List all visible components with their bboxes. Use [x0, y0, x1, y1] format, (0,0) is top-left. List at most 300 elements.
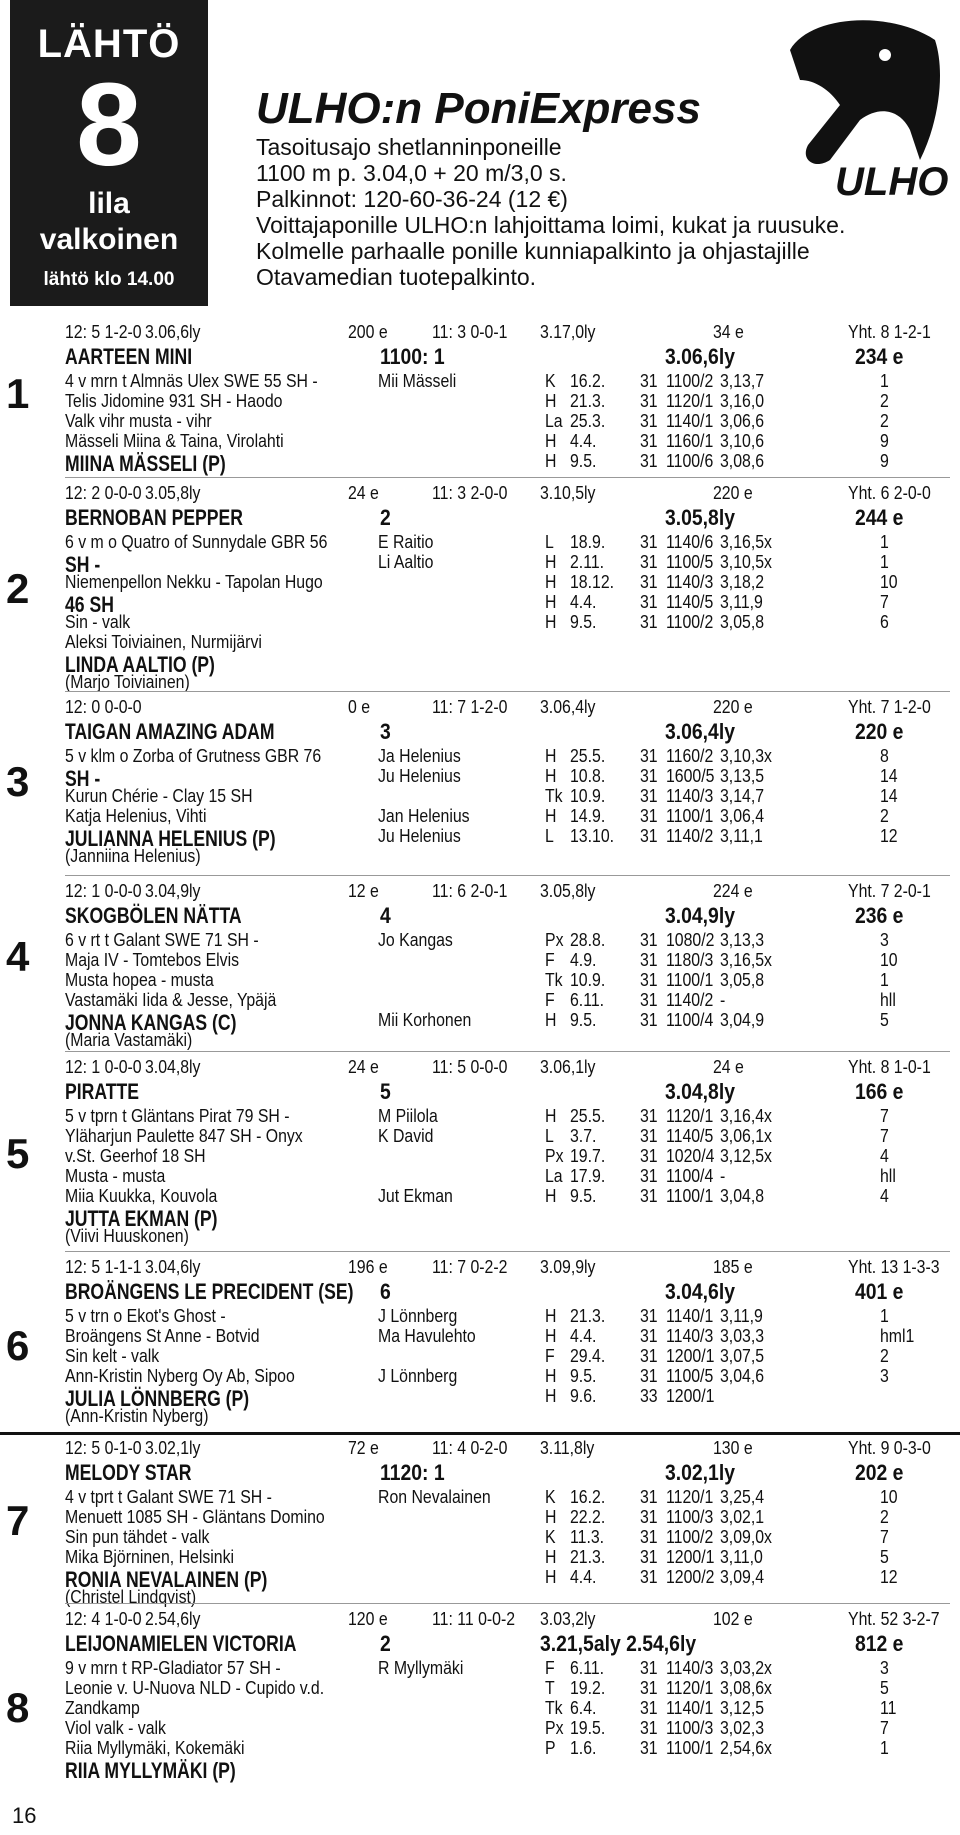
- stats-12-record: 3.04,9ly: [145, 881, 201, 901]
- stats-total: Yht. 8 1-2-1: [848, 322, 931, 342]
- stats-11: 11: 3 2-0-0: [432, 483, 508, 503]
- race-track: Px: [545, 1146, 564, 1166]
- driver: Mii Mässeli: [378, 371, 457, 391]
- horse-number: 6: [6, 1322, 30, 1369]
- race-year: 31: [640, 612, 658, 632]
- stats-12-record: 3.06,6ly: [145, 322, 201, 342]
- race-track: H: [545, 572, 557, 592]
- record-time: 3.04,8ly: [665, 1079, 735, 1104]
- info-line: v.St. Geerhof 18 SH: [65, 1146, 206, 1166]
- race-time: 3,16,4x: [720, 1106, 772, 1126]
- info-line: Sin - valk: [65, 612, 131, 632]
- info-line: Riia Myllymäki, Kokemäki: [65, 1738, 245, 1758]
- info-line: Sin pun tähdet - valk: [65, 1527, 210, 1547]
- race-distance: 1140/3: [666, 1658, 714, 1678]
- race-placing: 1: [880, 970, 889, 990]
- race-distance: 1140/1: [666, 1698, 714, 1718]
- race-time: 3,10,6: [720, 431, 765, 451]
- race-date: 14.9.: [570, 806, 606, 826]
- race-placing: 1: [880, 532, 889, 552]
- info-line: SH -: [65, 552, 101, 577]
- race-track: H: [545, 431, 557, 451]
- info-line: Kolmelle parhaalle ponille kunniapalkinto ja ohjastajille: [256, 238, 810, 264]
- driver: Ron Nevalainen: [378, 1487, 491, 1507]
- race-time: 3,13,5: [720, 766, 765, 786]
- race-year: 31: [640, 1306, 658, 1326]
- race-distance: 1140/3: [666, 786, 714, 806]
- race-year: 31: [640, 411, 658, 431]
- race-placing: 7: [880, 592, 889, 612]
- race-track: H: [545, 1547, 557, 1567]
- race-placing: 10: [880, 572, 898, 592]
- race-placing: 7: [880, 1527, 889, 1547]
- info-line: Miia Kuukka, Kouvola: [65, 1186, 218, 1206]
- earnings: 166 e: [855, 1079, 904, 1104]
- info-line: 9 v mrn t RP-Gladiator 57 SH -: [65, 1658, 281, 1678]
- race-distance: 1100/4: [666, 1010, 714, 1030]
- stats-total: Yht. 6 2-0-0: [848, 483, 931, 503]
- race-time: 3,13,7: [720, 371, 765, 391]
- race-date: 4.4.: [570, 1567, 597, 1587]
- info-line: Sin kelt - valk: [65, 1346, 160, 1366]
- race-distance: 1020/4: [666, 1146, 715, 1166]
- race-distance: 1120/1: [666, 391, 714, 411]
- stats-12-earnings: 0 e: [348, 697, 371, 717]
- race-track: Px: [545, 930, 564, 950]
- horse-number: 3: [6, 758, 30, 805]
- race-track: K: [545, 371, 556, 391]
- race-time: 3,16,5x: [720, 532, 772, 552]
- race-time: 3,04,9: [720, 1010, 765, 1030]
- separator: [0, 1432, 960, 1435]
- color-2: valkoinen: [39, 223, 179, 256]
- race-year: 31: [640, 1010, 658, 1030]
- driver: M Piilola: [378, 1106, 438, 1126]
- driver: Jan Helenius: [378, 806, 470, 826]
- info-line: 6 v rt t Galant SWE 71 SH -: [65, 930, 259, 950]
- race-time: 3,13,3: [720, 930, 765, 950]
- race-date: 19.7.: [570, 1146, 606, 1166]
- race-distance: 1140/3: [666, 1326, 714, 1346]
- race-distance: 1100/1: [666, 970, 714, 990]
- race-placing: 8: [880, 746, 889, 766]
- separator: [65, 875, 950, 876]
- race-date: 4.9.: [570, 950, 597, 970]
- race-distance: 1140/2: [666, 826, 714, 846]
- stats-11-record: 3.09,9ly: [540, 1257, 596, 1277]
- earnings: 220 e: [855, 719, 904, 744]
- info-line: 5 v klm o Zorba of Grutness GBR 76: [65, 746, 322, 766]
- start-distance: 6: [380, 1279, 391, 1304]
- race-date: 6.4.: [570, 1698, 597, 1718]
- info-line: Viol valk - valk: [65, 1718, 166, 1738]
- race-date: 13.10.: [570, 826, 615, 846]
- stats-total: Yht. 7 2-0-1: [848, 881, 931, 901]
- race-time: 3,11,9: [720, 592, 763, 612]
- stats-total: Yht. 7 1-2-0: [848, 697, 931, 717]
- race-track: H: [545, 746, 557, 766]
- info-line: RIIA MYLLYMÄKI (P): [65, 1758, 236, 1783]
- stats-total: Yht. 8 1-0-1: [848, 1057, 931, 1077]
- race-placing: 12: [880, 1567, 898, 1587]
- race-placing: 10: [880, 1487, 898, 1507]
- start-distance: 2: [380, 1631, 391, 1656]
- race-year: 31: [640, 930, 658, 950]
- race-distance: 1100/1: [666, 806, 714, 826]
- race-placing: 1: [880, 1306, 889, 1326]
- info-line: Palkinnot: 120-60-36-24 (12 €): [256, 186, 568, 212]
- race-badge: [10, 0, 208, 306]
- info-line: RONIA NEVALAINEN (P): [65, 1567, 268, 1592]
- stats-11-record: 3.17,0ly: [540, 322, 596, 342]
- race-placing: 10: [880, 950, 898, 970]
- race-year: 31: [640, 592, 658, 612]
- horse-name: TAIGAN AMAZING ADAM: [65, 719, 275, 744]
- stats-11: 11: 6 2-0-1: [432, 881, 508, 901]
- earnings: 401 e: [855, 1279, 904, 1304]
- race-time: 3,06,1x: [720, 1126, 772, 1146]
- race-distance: 1100/2: [666, 1527, 714, 1547]
- stats-11-record: 3.10,5ly: [540, 483, 596, 503]
- info-line: 4 v tprt t Galant SWE 71 SH -: [65, 1487, 272, 1507]
- race-distance: 1140/6: [666, 532, 714, 552]
- info-line: Voittajaponille ULHO:n lahjoittama loimi, kukat ja ruusuke.: [256, 212, 846, 238]
- race-year: 31: [640, 552, 658, 572]
- race-year: 31: [640, 1126, 658, 1146]
- race-distance: 1100/3: [666, 1507, 714, 1527]
- race-distance: 1200/1: [666, 1346, 715, 1366]
- driver: Jut Ekman: [378, 1186, 453, 1206]
- race-track: L: [545, 1126, 554, 1146]
- race-placing: 1: [880, 552, 889, 572]
- race-distance: 1180/3: [666, 950, 714, 970]
- race-placing: 7: [880, 1718, 889, 1738]
- race-year: 31: [640, 1326, 658, 1346]
- race-date: 11.3.: [570, 1527, 605, 1547]
- horse-number: 4: [6, 933, 30, 980]
- race-placing: hll: [880, 1166, 896, 1186]
- record-time: 3.06,6ly: [665, 344, 735, 369]
- stats-12-earnings: 200 e: [348, 322, 388, 342]
- info-line: Mässeli Miina & Taina, Virolahti: [65, 431, 284, 451]
- race-track: H: [545, 1366, 557, 1386]
- driver: Ju Helenius: [378, 826, 461, 846]
- info-line: (Marjo Toiviainen): [65, 672, 190, 692]
- race-date: 18.12.: [570, 572, 615, 592]
- stats-12: 12: 5 1-2-0: [65, 322, 142, 342]
- race-date: 9.5.: [570, 612, 597, 632]
- race-distance: 1120/1: [666, 1106, 714, 1126]
- driver: Li Aaltio: [378, 552, 434, 572]
- race-placing: 11: [880, 1698, 897, 1718]
- record-time: 3.05,8ly: [665, 505, 735, 530]
- race-year: 31: [640, 391, 658, 411]
- race-placing: 5: [880, 1547, 889, 1567]
- info-line: Leonie v. U-Nuova NLD - Cupido v.d.: [65, 1678, 325, 1698]
- stats-12: 12: 5 1-1-1: [65, 1257, 142, 1277]
- stats-11-earnings: 220 e: [713, 483, 753, 503]
- race-date: 9.5.: [570, 1366, 597, 1386]
- race-date: 29.4.: [570, 1346, 606, 1366]
- race-number: 8: [76, 59, 142, 191]
- race-track: F: [545, 950, 555, 970]
- info-line: Kurun Chérie - Clay 15 SH: [65, 786, 253, 806]
- stats-12-earnings: 24 e: [348, 483, 379, 503]
- driver: K David: [378, 1126, 434, 1146]
- race-track: F: [545, 990, 555, 1010]
- start-distance: 3: [380, 719, 391, 744]
- race-time: 3,11,0: [720, 1547, 763, 1567]
- race-date: 10.8.: [570, 766, 606, 786]
- race-placing: 5: [880, 1010, 889, 1030]
- info-line: Musta - musta: [65, 1166, 166, 1186]
- race-year: 31: [640, 1366, 658, 1386]
- stats-12-record: 3.04,6ly: [145, 1257, 201, 1277]
- earnings: 236 e: [855, 903, 904, 928]
- stats-11-earnings: 185 e: [713, 1257, 753, 1277]
- race-placing: 2: [880, 391, 889, 411]
- race-track: La: [545, 411, 563, 431]
- driver: J Lönnberg: [378, 1366, 458, 1386]
- race-time: 3,05,8: [720, 970, 765, 990]
- race-distance: 1140/3: [666, 572, 714, 592]
- race-year: 31: [640, 1698, 658, 1718]
- race-track: F: [545, 1346, 555, 1366]
- race-year: 31: [640, 990, 658, 1010]
- race-year: 31: [640, 1567, 658, 1587]
- driver: Ju Helenius: [378, 766, 461, 786]
- race-info: [256, 134, 845, 290]
- info-line: Ann-Kristin Nyberg Oy Ab, Sipoo: [65, 1366, 295, 1386]
- driver: Ma Havulehto: [378, 1326, 476, 1346]
- race-placing: 3: [880, 1366, 889, 1386]
- race-year: 31: [640, 806, 658, 826]
- stats-11: 11: 7 1-2-0: [432, 697, 508, 717]
- info-line: 6 v m o Quatro of Sunnydale GBR 56: [65, 532, 328, 552]
- race-track: K: [545, 1487, 556, 1507]
- race-track: L: [545, 826, 554, 846]
- race-year: 31: [640, 1346, 658, 1366]
- stats-12-record: 3.05,8ly: [145, 483, 201, 503]
- race-time: 3,02,1: [720, 1507, 765, 1527]
- race-distance: 1600/5: [666, 766, 715, 786]
- race-time: 3,12,5x: [720, 1146, 772, 1166]
- race-distance: 1100/6: [666, 451, 714, 471]
- race-track: H: [545, 1567, 557, 1587]
- race-date: 21.3.: [570, 391, 606, 411]
- horse-name: LEIJONAMIELEN VICTORIA: [65, 1631, 297, 1656]
- stats-11-earnings: 102 e: [713, 1609, 753, 1629]
- race-distance: 1100/5: [666, 552, 714, 572]
- info-line: (Ann-Kristin Nyberg): [65, 1406, 209, 1426]
- separator: [65, 477, 950, 478]
- ulho-logo: [770, 10, 950, 225]
- race-title: ULHO:n PoniExpress: [256, 84, 701, 133]
- race-year: 31: [640, 786, 658, 806]
- driver: J Lönnberg: [378, 1306, 458, 1326]
- race-placing: 5: [880, 1678, 889, 1698]
- race-date: 25.3.: [570, 411, 606, 431]
- separator: [65, 1251, 950, 1252]
- race-placing: 6: [880, 612, 889, 632]
- stats-12-earnings: 196 e: [348, 1257, 388, 1277]
- stats-11-record: 3.05,8ly: [540, 881, 596, 901]
- info-line: Zandkamp: [65, 1698, 140, 1718]
- race-distance: 1140/1: [666, 411, 714, 431]
- race-placing: 7: [880, 1126, 889, 1146]
- info-line: JULIA LÖNNBERG (P): [65, 1386, 250, 1411]
- info-line: Musta hopea - musta: [65, 970, 214, 990]
- race-date: 3.7.: [570, 1126, 597, 1146]
- race-time: 3,10,5x: [720, 552, 772, 572]
- info-line: JULIANNA HELENIUS (P): [65, 826, 276, 851]
- race-track: H: [545, 1106, 557, 1126]
- race-track: H: [545, 1386, 557, 1406]
- race-date: 16.2.: [570, 371, 606, 391]
- race-track: H: [545, 1306, 557, 1326]
- record-time: 3.04,6ly: [665, 1279, 735, 1304]
- race-placing: 7: [880, 1106, 889, 1126]
- race-distance: 1200/2: [666, 1567, 715, 1587]
- stats-11: 11: 7 0-2-2: [432, 1257, 508, 1277]
- race-distance: 1200/1: [666, 1386, 715, 1406]
- stats-12: 12: 2 0-0-0: [65, 483, 142, 503]
- info-line: 5 v tprn t Gläntans Pirat 79 SH -: [65, 1106, 290, 1126]
- start-time: lähtö klo 14.00: [43, 269, 175, 290]
- race-distance: 1100/3: [666, 1718, 714, 1738]
- info-line: Valk vihr musta - vihr: [65, 411, 212, 431]
- race-time: 3,12,5: [720, 1698, 765, 1718]
- horse-number: 2: [6, 565, 30, 612]
- race-time: 3,04,8: [720, 1186, 765, 1206]
- race-track: H: [545, 451, 557, 471]
- horse-name: BROÄNGENS LE PRECIDENT (SE): [65, 1279, 354, 1304]
- race-year: 31: [640, 1658, 658, 1678]
- info-line: Katja Helenius, Vihti: [65, 806, 207, 826]
- info-line: Niemenpellon Nekku - Tapolan Hugo: [65, 572, 323, 592]
- race-track: P: [545, 1738, 556, 1758]
- race-date: 1.6.: [570, 1738, 597, 1758]
- race-year: 31: [640, 1186, 658, 1206]
- race-distance: 1160/2: [666, 746, 714, 766]
- race-distance: 1100/1: [666, 1738, 714, 1758]
- record-time: 3.02,1ly: [665, 1460, 735, 1485]
- race-year: 31: [640, 746, 658, 766]
- stats-12: 12: 5 0-1-0: [65, 1438, 142, 1458]
- race-track: H: [545, 592, 557, 612]
- stats-12-record: 3.04,8ly: [145, 1057, 201, 1077]
- race-placing: 12: [880, 826, 898, 846]
- race-year: 31: [640, 1106, 658, 1126]
- race-date: 19.5.: [570, 1718, 606, 1738]
- race-time: 3,10,3x: [720, 746, 772, 766]
- race-track: F: [545, 1658, 555, 1678]
- separator: [65, 1051, 950, 1052]
- info-line: 1100 m p. 3.04,0 + 20 m/3,0 s.: [256, 160, 567, 186]
- race-placing: 2: [880, 1346, 889, 1366]
- stats-11-earnings: 224 e: [713, 881, 753, 901]
- race-year: 31: [640, 826, 658, 846]
- record-time: 3.06,4ly: [665, 719, 735, 744]
- race-time: 3,06,6: [720, 411, 765, 431]
- record-time: 3.21,5aly 2.54,6ly: [540, 1631, 697, 1656]
- stats-12-record: 2.54,6ly: [145, 1609, 201, 1629]
- race-date: 6.11.: [570, 990, 605, 1010]
- race-time: 3,03,2x: [720, 1658, 772, 1678]
- record-time: 3.04,9ly: [665, 903, 735, 928]
- driver: E Raitio: [378, 532, 434, 552]
- race-time: -: [720, 990, 726, 1010]
- race-distance: 1140/5: [666, 1126, 714, 1146]
- race-date: 2.11.: [570, 552, 605, 572]
- race-year: 31: [640, 1146, 658, 1166]
- race-time: 3,06,4: [720, 806, 765, 826]
- race-distance: 1160/1: [666, 431, 714, 451]
- race-placing: 9: [880, 431, 889, 451]
- stats-12: 12: 1 0-0-0: [65, 881, 142, 901]
- race-distance: 1140/5: [666, 592, 714, 612]
- race-year: 31: [640, 371, 658, 391]
- info-line: 4 v mrn t Almnäs Ulex SWE 55 SH -: [65, 371, 318, 391]
- race-time: 3,09,0x: [720, 1527, 772, 1547]
- earnings: 202 e: [855, 1460, 904, 1485]
- race-time: 3,25,4: [720, 1487, 765, 1507]
- color-1: lila: [88, 187, 130, 220]
- race-year: 31: [640, 1738, 658, 1758]
- horse-name: PIRATTE: [65, 1079, 139, 1104]
- info-line: LINDA AALTIO (P): [65, 652, 215, 677]
- info-line: SH -: [65, 766, 101, 791]
- race-track: H: [545, 1186, 557, 1206]
- info-line: Mika Björninen, Helsinki: [65, 1547, 235, 1567]
- race-placing: 2: [880, 1507, 889, 1527]
- stats-11-record: 3.03,2ly: [540, 1609, 596, 1629]
- race-year: 31: [640, 1507, 658, 1527]
- stats-11: 11: 5 0-0-0: [432, 1057, 508, 1077]
- race-placing: 9: [880, 451, 889, 471]
- race-track: H: [545, 1010, 557, 1030]
- race-year: 31: [640, 532, 658, 552]
- svg-text:ULHO: ULHO: [835, 160, 949, 204]
- race-track: Px: [545, 1718, 564, 1738]
- stats-12: 12: 4 1-0-0: [65, 1609, 142, 1629]
- race-time: 3,16,0: [720, 391, 765, 411]
- race-time: 3,07,5: [720, 1346, 765, 1366]
- race-time: 3,03,3: [720, 1326, 765, 1346]
- race-date: 16.2.: [570, 1487, 606, 1507]
- race-time: 3,05,8: [720, 612, 765, 632]
- race-date: 21.3.: [570, 1306, 606, 1326]
- race-year: 31: [640, 1718, 658, 1738]
- race-date: 10.9.: [570, 786, 606, 806]
- race-distance: 1100/1: [666, 1186, 714, 1206]
- race-year: 31: [640, 970, 658, 990]
- stats-11-earnings: 34 e: [713, 322, 744, 342]
- race-date: 18.9.: [570, 532, 606, 552]
- race-track: La: [545, 1166, 563, 1186]
- race-distance: 1120/1: [666, 1487, 714, 1507]
- separator: [65, 691, 950, 692]
- race-date: 25.5.: [570, 746, 606, 766]
- race-track: Tk: [545, 970, 563, 990]
- race-track: L: [545, 532, 554, 552]
- race-placing: 4: [880, 1186, 889, 1206]
- stats-11: 11: 11 0-0-2: [432, 1609, 516, 1629]
- race-track: H: [545, 766, 557, 786]
- driver: Jo Kangas: [378, 930, 453, 950]
- race-time: 3,16,5x: [720, 950, 772, 970]
- race-date: 19.2.: [570, 1678, 606, 1698]
